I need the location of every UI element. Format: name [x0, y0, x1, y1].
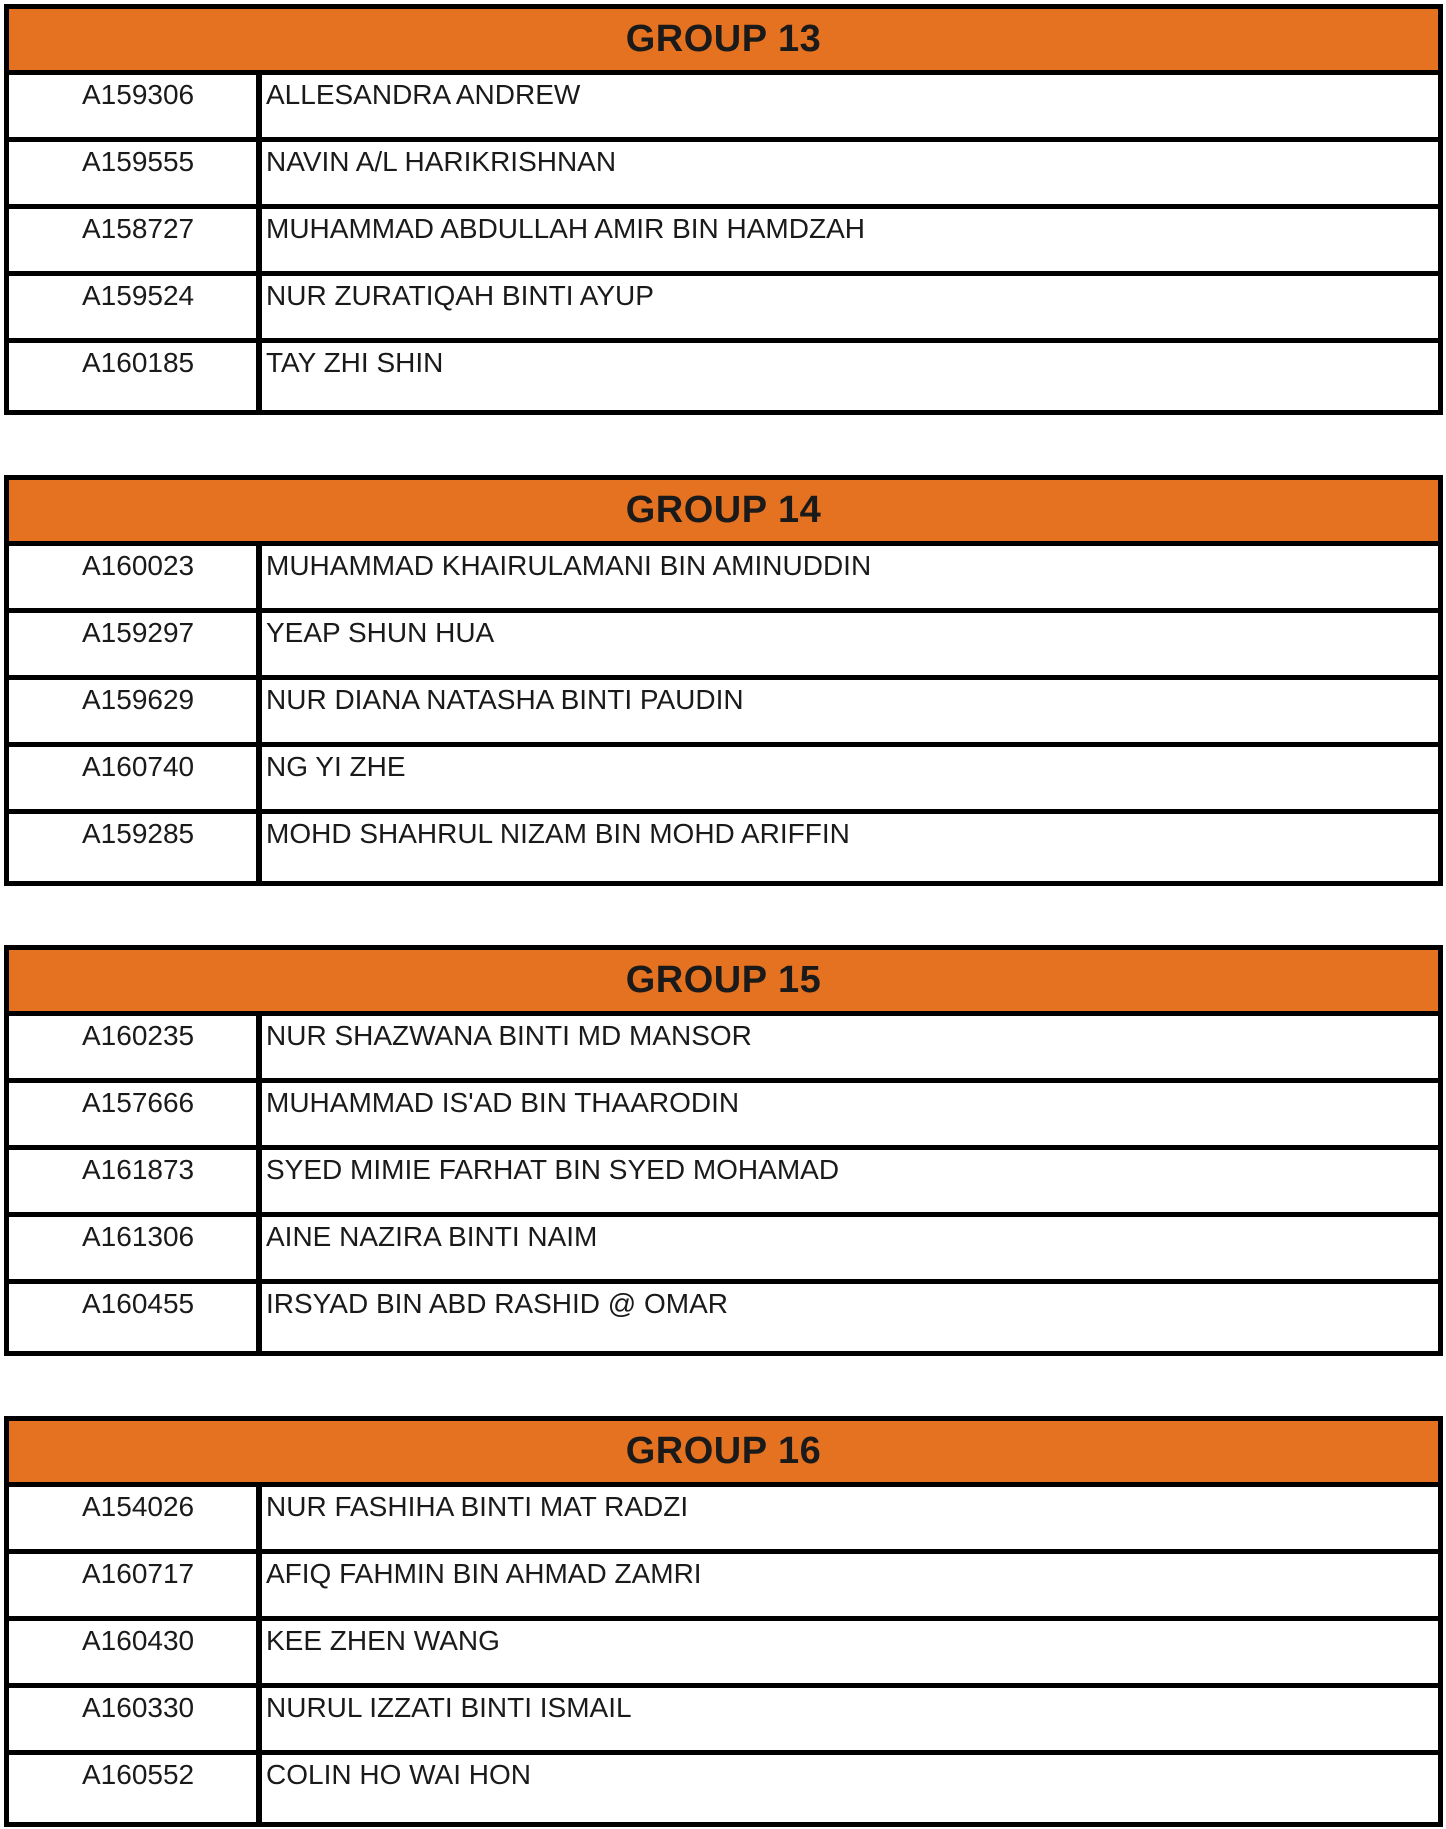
table-row: [9, 1217, 1438, 1284]
student-id: A160185: [9, 343, 262, 410]
table-row: [9, 1150, 1438, 1217]
group-header: GROUP 16: [9, 1421, 1438, 1487]
student-id: A159629: [9, 680, 262, 742]
table-row: [9, 1621, 1438, 1688]
table-row: [9, 1284, 1438, 1351]
table-row: [9, 1688, 1438, 1755]
table-row: [9, 75, 1438, 142]
table-row: [9, 1755, 1438, 1822]
table-row: [9, 613, 1438, 680]
table-row: [9, 142, 1438, 209]
student-name: KEE ZHEN WANG: [266, 1625, 500, 1656]
student-id: A159285: [9, 814, 262, 881]
student-id: A160023: [9, 546, 262, 608]
table-row: [9, 747, 1438, 814]
student-id: A160330: [9, 1688, 262, 1750]
student-name: TAY ZHI SHIN: [266, 347, 444, 378]
student-id: A160430: [9, 1621, 262, 1683]
group-15-table: [4, 945, 1443, 1356]
student-name: MUHAMMAD ABDULLAH AMIR BIN HAMDZAH: [266, 213, 865, 244]
group-header: GROUP 13: [9, 9, 1438, 75]
table-row: [9, 814, 1438, 881]
table-row: [9, 343, 1438, 410]
student-name: NUR SHAZWANA BINTI MD MANSOR: [266, 1020, 752, 1051]
student-id: A159306: [9, 75, 262, 137]
student-name: YEAP SHUN HUA: [266, 617, 495, 648]
student-name: NURUL IZZATI BINTI ISMAIL: [266, 1692, 632, 1723]
student-name: AFIQ FAHMIN BIN AHMAD ZAMRI: [266, 1558, 702, 1589]
table-row: [9, 209, 1438, 276]
table-row: [9, 546, 1438, 613]
student-name: MUHAMMAD IS'AD BIN THAARODIN: [266, 1087, 740, 1118]
student-id: A159524: [9, 276, 262, 338]
student-id: A160235: [9, 1016, 262, 1078]
student-name: NUR DIANA NATASHA BINTI PAUDIN: [266, 684, 744, 715]
student-id: A161873: [9, 1150, 262, 1212]
student-id: A161306: [9, 1217, 262, 1279]
student-id: A157666: [9, 1083, 262, 1145]
table-row: [9, 276, 1438, 343]
student-id: A154026: [9, 1487, 262, 1549]
student-id: A158727: [9, 209, 262, 271]
student-name: COLIN HO WAI HON: [266, 1759, 531, 1790]
table-row: [9, 1083, 1438, 1150]
student-id: A160740: [9, 747, 262, 809]
table-row: [9, 1016, 1438, 1083]
group-header: GROUP 15: [9, 950, 1438, 1016]
table-row: [9, 1554, 1438, 1621]
student-id: A160455: [9, 1284, 262, 1351]
student-id: A159555: [9, 142, 262, 204]
student-name: MOHD SHAHRUL NIZAM BIN MOHD ARIFFIN: [266, 818, 850, 849]
student-name: IRSYAD BIN ABD RASHID @ OMAR: [266, 1288, 728, 1319]
student-id: A160552: [9, 1755, 262, 1822]
student-id: A159297: [9, 613, 262, 675]
student-name: NUR FASHIHA BINTI MAT RADZI: [266, 1491, 689, 1522]
student-name: ALLESANDRA ANDREW: [266, 79, 581, 110]
student-name: MUHAMMAD KHAIRULAMANI BIN AMINUDDIN: [266, 550, 872, 581]
group-16-table: [4, 1416, 1443, 1827]
student-name: NG YI ZHE: [266, 751, 406, 782]
student-name: NAVIN A/L HARIKRISHNAN: [266, 146, 617, 177]
student-id: A160717: [9, 1554, 262, 1616]
student-name: SYED MIMIE FARHAT BIN SYED MOHAMAD: [266, 1154, 840, 1185]
student-name: AINE NAZIRA BINTI NAIM: [266, 1221, 598, 1252]
group-13-table: [4, 4, 1443, 415]
table-row: [9, 1487, 1438, 1554]
group-header: GROUP 14: [9, 480, 1438, 546]
student-name: NUR ZURATIQAH BINTI AYUP: [266, 280, 654, 311]
group-14-table: [4, 475, 1443, 886]
table-row: [9, 680, 1438, 747]
